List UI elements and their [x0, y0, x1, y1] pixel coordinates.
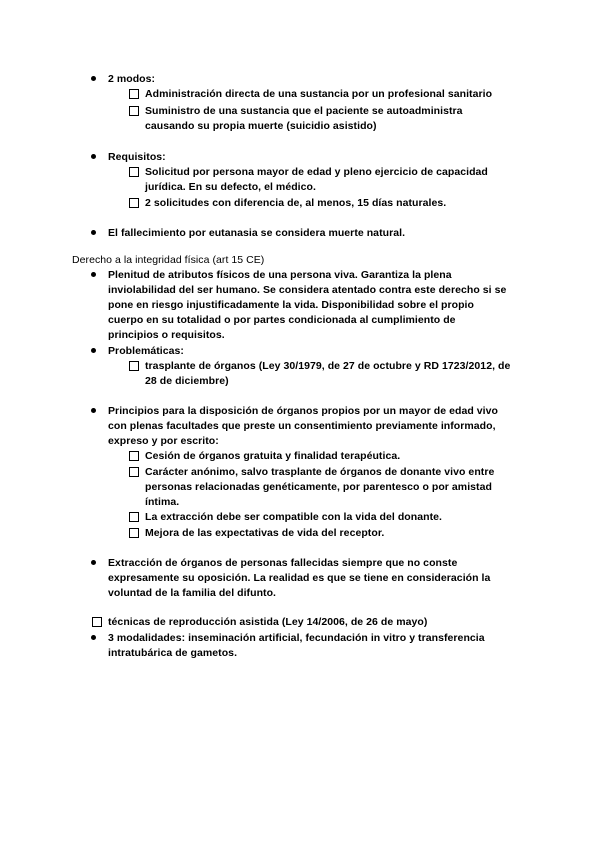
bullet-icon [91, 348, 96, 353]
checkbox-icon [129, 361, 139, 371]
plenitud-line-3: pone en riesgo injustificadamente la vida. Disponibilidad sobre el propio [108, 299, 474, 311]
principios-item-3: La extracción debe ser compatible con la vida del donante. [145, 511, 442, 523]
trasplante-line-1: trasplante de órganos (Ley 30/1979, de 27 de octubre y RD 1723/2012, de [145, 360, 511, 372]
checkbox-icon [129, 528, 139, 538]
section-heading: Derecho a la integridad física (art 15 CE) [72, 254, 265, 266]
principios-item-2-line2: personas relacionadas genéticamente, por parentesco o por amistad [145, 481, 492, 493]
principios-item-1: Cesión de órganos gratuita y finalidad terapéutica. [145, 450, 401, 462]
plenitud-line-1: Plenitud de atributos físicos de una persona viva. Garantiza la plena [108, 269, 452, 281]
checkbox-icon [129, 512, 139, 522]
checkbox-icon [129, 167, 139, 177]
checkbox-icon [129, 467, 139, 477]
plenitud-line-4: cuerpo en su totalidad o por partes condicionada al cumplimiento de [108, 314, 456, 326]
checkbox-icon [129, 198, 139, 208]
checkbox-icon [129, 89, 139, 99]
principios-item-4: Mejora de las expectativas de vida del receptor. [145, 527, 385, 539]
bullet-icon [91, 635, 96, 640]
bullet-icon [91, 154, 96, 159]
principios-line-2: con plenas facultades que preste un consentimiento previamente informado, [108, 420, 496, 432]
extraccion-line-3: voluntad de la familia del difunto. [108, 587, 277, 599]
requisitos-item-2: 2 solicitudes con diferencia de, al menos, 15 días naturales. [145, 197, 447, 209]
checkbox-icon [129, 451, 139, 461]
checkbox-icon [129, 106, 139, 116]
modos-item-1: Administración directa de una sustancia por un profesional sanitario [145, 88, 493, 100]
modalidades-line-1: 3 modalidades: inseminación artificial, fecundación in vitro y transferencia [108, 632, 485, 644]
problematicas-title: Problemáticas: [108, 345, 184, 357]
bullet-icon [91, 560, 96, 565]
plenitud-line-5: principios o requisitos. [108, 329, 225, 341]
extraccion-line-2: expresamente su oposición. La realidad es que se tiene en consideración la [108, 572, 491, 584]
tecnicas-text: técnicas de reproducción asistida (Ley 14/2006, de 26 de mayo) [108, 616, 428, 628]
bullet-icon [91, 76, 96, 81]
checkbox-icon [92, 617, 102, 627]
bullet-icon [91, 230, 96, 235]
principios-line-3: expreso y por escrito: [108, 435, 219, 447]
principios-item-2-line1: Carácter anónimo, salvo trasplante de órganos de donante vivo entre [145, 466, 495, 478]
bullet-icon [91, 408, 96, 413]
modalidades-line-2: intratubárica de gametos. [108, 647, 238, 659]
bullet-icon [91, 272, 96, 277]
plenitud-line-2: inviolabilidad del ser humano. Se considera atentado contra este derecho si se [108, 284, 507, 296]
principios-line-1: Principios para la disposición de órganos propios por un mayor de edad vivo [108, 405, 498, 417]
extraccion-line-1: Extracción de órganos de personas fallecidas siempre que no conste [108, 557, 458, 569]
requisitos-item-1-line2: jurídica. En su defecto, el médico. [145, 181, 316, 193]
requisitos-item-1-line1: Solicitud por persona mayor de edad y pleno ejercicio de capacidad [145, 166, 488, 178]
modos-title: 2 modos: [108, 73, 156, 85]
trasplante-line-2: 28 de diciembre) [145, 375, 229, 387]
requisitos-title: Requisitos: [108, 151, 166, 163]
modos-item-2-line2: causando su propia muerte (suicidio asistido) [145, 120, 377, 132]
modos-item-2-line1: Suministro de una sustancia que el paciente se autoadministra [145, 105, 463, 117]
fallecimiento-text: El fallecimiento por eutanasia se considera muerte natural. [108, 227, 406, 239]
principios-item-2-line3: íntima. [145, 496, 180, 508]
